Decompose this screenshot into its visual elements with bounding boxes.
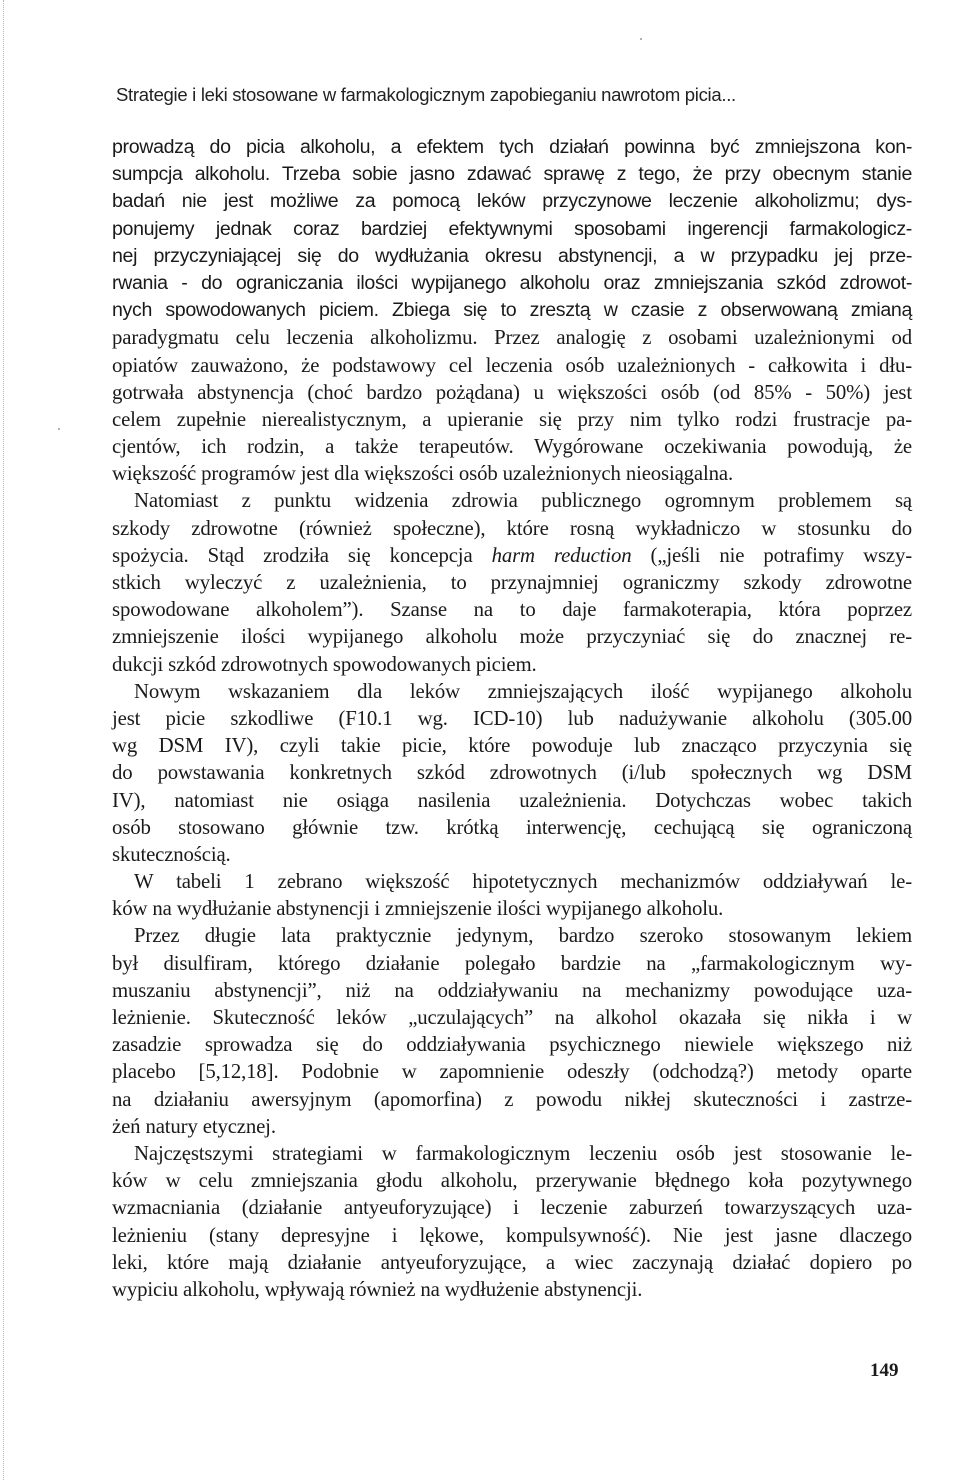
- text-line: żeń natury etycznej.: [112, 1114, 276, 1138]
- text-line: szkody zdrowotne (również społeczne), które rosną wykładniczo w stosunku do: [112, 516, 912, 540]
- text-line: gotrwała abstynencja (choć bardzo pożądana) u większości osób (od 85% - 50%) jest: [112, 380, 912, 404]
- text-line: leżnieniu (stany depresyjne i lękowe, kompulsywność). Nie jest jasne dlaczego: [112, 1223, 912, 1247]
- text-line: prowadzą do picia alkoholu, a efektem tych działań powinna być zmniejszona kon-: [112, 136, 912, 158]
- text-line: skutecznością.: [112, 842, 231, 866]
- scan-edge: [3, 0, 4, 1480]
- text-line: Najczęstszymi strategiami w farmakologicznym leczeniu osób jest stosowanie le-: [134, 1141, 912, 1165]
- text-line: rwania - do ograniczania ilości wypijanego alkoholu oraz zmniejszania szkód zdrowot-: [112, 271, 912, 294]
- text-line: zmniejszenie ilości wypijanego alkoholu może przyczyniać się do znacznej re-: [112, 625, 912, 649]
- text-line: celem zupełnie nierealistycznym, a upieranie się przy nim tylko rodzi frustracje pa-: [112, 407, 912, 431]
- text-line: badań nie jest możliwe za pomocą leków przyczynowe leczenie alkoholizmu; dys-: [112, 190, 912, 213]
- text-line: paradygmatu celu leczenia alkoholizmu. Przez analogię z osobami uzależnionymi od: [112, 326, 912, 350]
- text-run: („jeśli nie potrafimy wszy-: [631, 543, 912, 567]
- text-line: wg DSM IV), czyli takie picie, które powoduje lub znacząco przyczynia się: [112, 734, 912, 758]
- text-line: do powstawania konkretnych szkód zdrowotnych (i/lub społecznych wg DSM: [112, 761, 912, 785]
- page-body: [112, 134, 912, 1303]
- text-line: ków w celu zmniejszania głodu alkoholu, przerywanie błędnego koła pozytywnego: [112, 1169, 912, 1193]
- text-line: leki, które mają działanie antyeuforyzujące, a wiec zaczynają działać dopiero po: [112, 1250, 912, 1274]
- text-line: zasadzie sprowadza się do oddziaływania psychicznego niewiele większego niż: [112, 1033, 912, 1057]
- text-line-mixed: [112, 542, 912, 569]
- text-line: cjentów, ich rodzin, a także terapeutów. Wygórowane oczekiwania powodują, że: [112, 435, 912, 459]
- text-line: wzmacniania (działanie antyeuforyzujące) i leczenie zaburzeń towarzyszących uza-: [112, 1196, 912, 1220]
- text-line: Przez długie lata praktycznie jedynym, bardzo szeroko stosowanym lekiem: [134, 924, 912, 948]
- text-line: Natomiast z punktu widzenia zdrowia publicznego ogromnym problemem są: [134, 489, 912, 513]
- page-number: 149: [870, 1360, 899, 1381]
- text-line: dukcji szkód zdrowotnych spowodowanych piciem.: [112, 652, 537, 676]
- text-line: leżnienie. Skuteczność leków „uczulających” na alkohol okazała się nikła i w: [112, 1006, 912, 1029]
- scan-speck: [58, 428, 60, 430]
- text-line: W tabeli 1 zebrano większość hipotetycznych mechanizmów oddziaływań le-: [134, 870, 912, 894]
- text-line: nych spowodowanych piciem. Zbiega się to zresztą w czasie z obserwowaną zmianą: [112, 299, 912, 322]
- text-line: muszaniu abstynencji”, niż na oddziaływaniu na mechanizmy powodujące uza-: [112, 978, 912, 1002]
- text-line: opiatów zauważono, że podstawowy cel leczenia osób uzależnionych - całkowita i dłu-: [112, 353, 912, 377]
- text-line: ków na wydłużanie abstynencji i zmniejszenie ilości wypijanego alkoholu.: [112, 897, 724, 921]
- text-line: był disulfiram, którego działanie polegało bardzie na „farmakologicznym wy-: [112, 951, 912, 975]
- text-line: IV), natomiast nie osiąga nasilenia uzależnienia. Dotychczas wobec takich: [112, 788, 912, 812]
- text-line: nej przyczyniającej się do wydłużania okresu abstynencji, a w przypadku jej prze-: [112, 244, 912, 267]
- scan-speck: [640, 38, 642, 40]
- text-line: spowodowane alkoholem”). Szanse na to daje farmakoterapia, która poprzez: [112, 598, 912, 622]
- text-line: na działaniu awersyjnym (apomorfina) z powodu nikłej skuteczności i zastrze-: [112, 1087, 912, 1111]
- text-line: większość programów jest dla większości osób uzależnionych nieosiągalna.: [112, 462, 734, 486]
- text-line: sumpcja alkoholu. Trzeba sobie jasno zdawać sprawę z tego, że przy obecnym stanie: [112, 163, 912, 186]
- text-line: ponujemy jednak coraz bardziej efektywnymi sposobami ingerencji farmakologicz-: [112, 217, 912, 240]
- text-line: jest picie szkodliwe (F10.1 wg. ICD-10) lub nadużywanie alkoholu (305.00: [112, 706, 912, 730]
- text-run: spożycia. Stąd zrodziła się koncepcja: [112, 543, 473, 567]
- italic-term: harm reduction: [491, 543, 632, 567]
- text-line: Nowym wskazaniem dla leków zmniejszających ilość wypijanego alkoholu: [134, 679, 912, 703]
- running-header: Strategie i leki stosowane w farmakologicznym zapobieganiu nawrotom picia...: [116, 84, 736, 105]
- text-line: placebo [5,12,18]. Podobnie w zapomnienie odeszły (odchodzą?) metody oparte: [112, 1060, 912, 1084]
- text-line: stkich wyleczyć z uzależnienia, to przynajmniej ograniczmy szkody zdrowotne: [112, 571, 912, 594]
- text-line: wypiciu alkoholu, wpływają również na wydłużenie abstynencji.: [112, 1277, 643, 1301]
- text-line: osób stosowano głównie tzw. krótką interwencję, cechującą się ograniczoną: [112, 815, 912, 839]
